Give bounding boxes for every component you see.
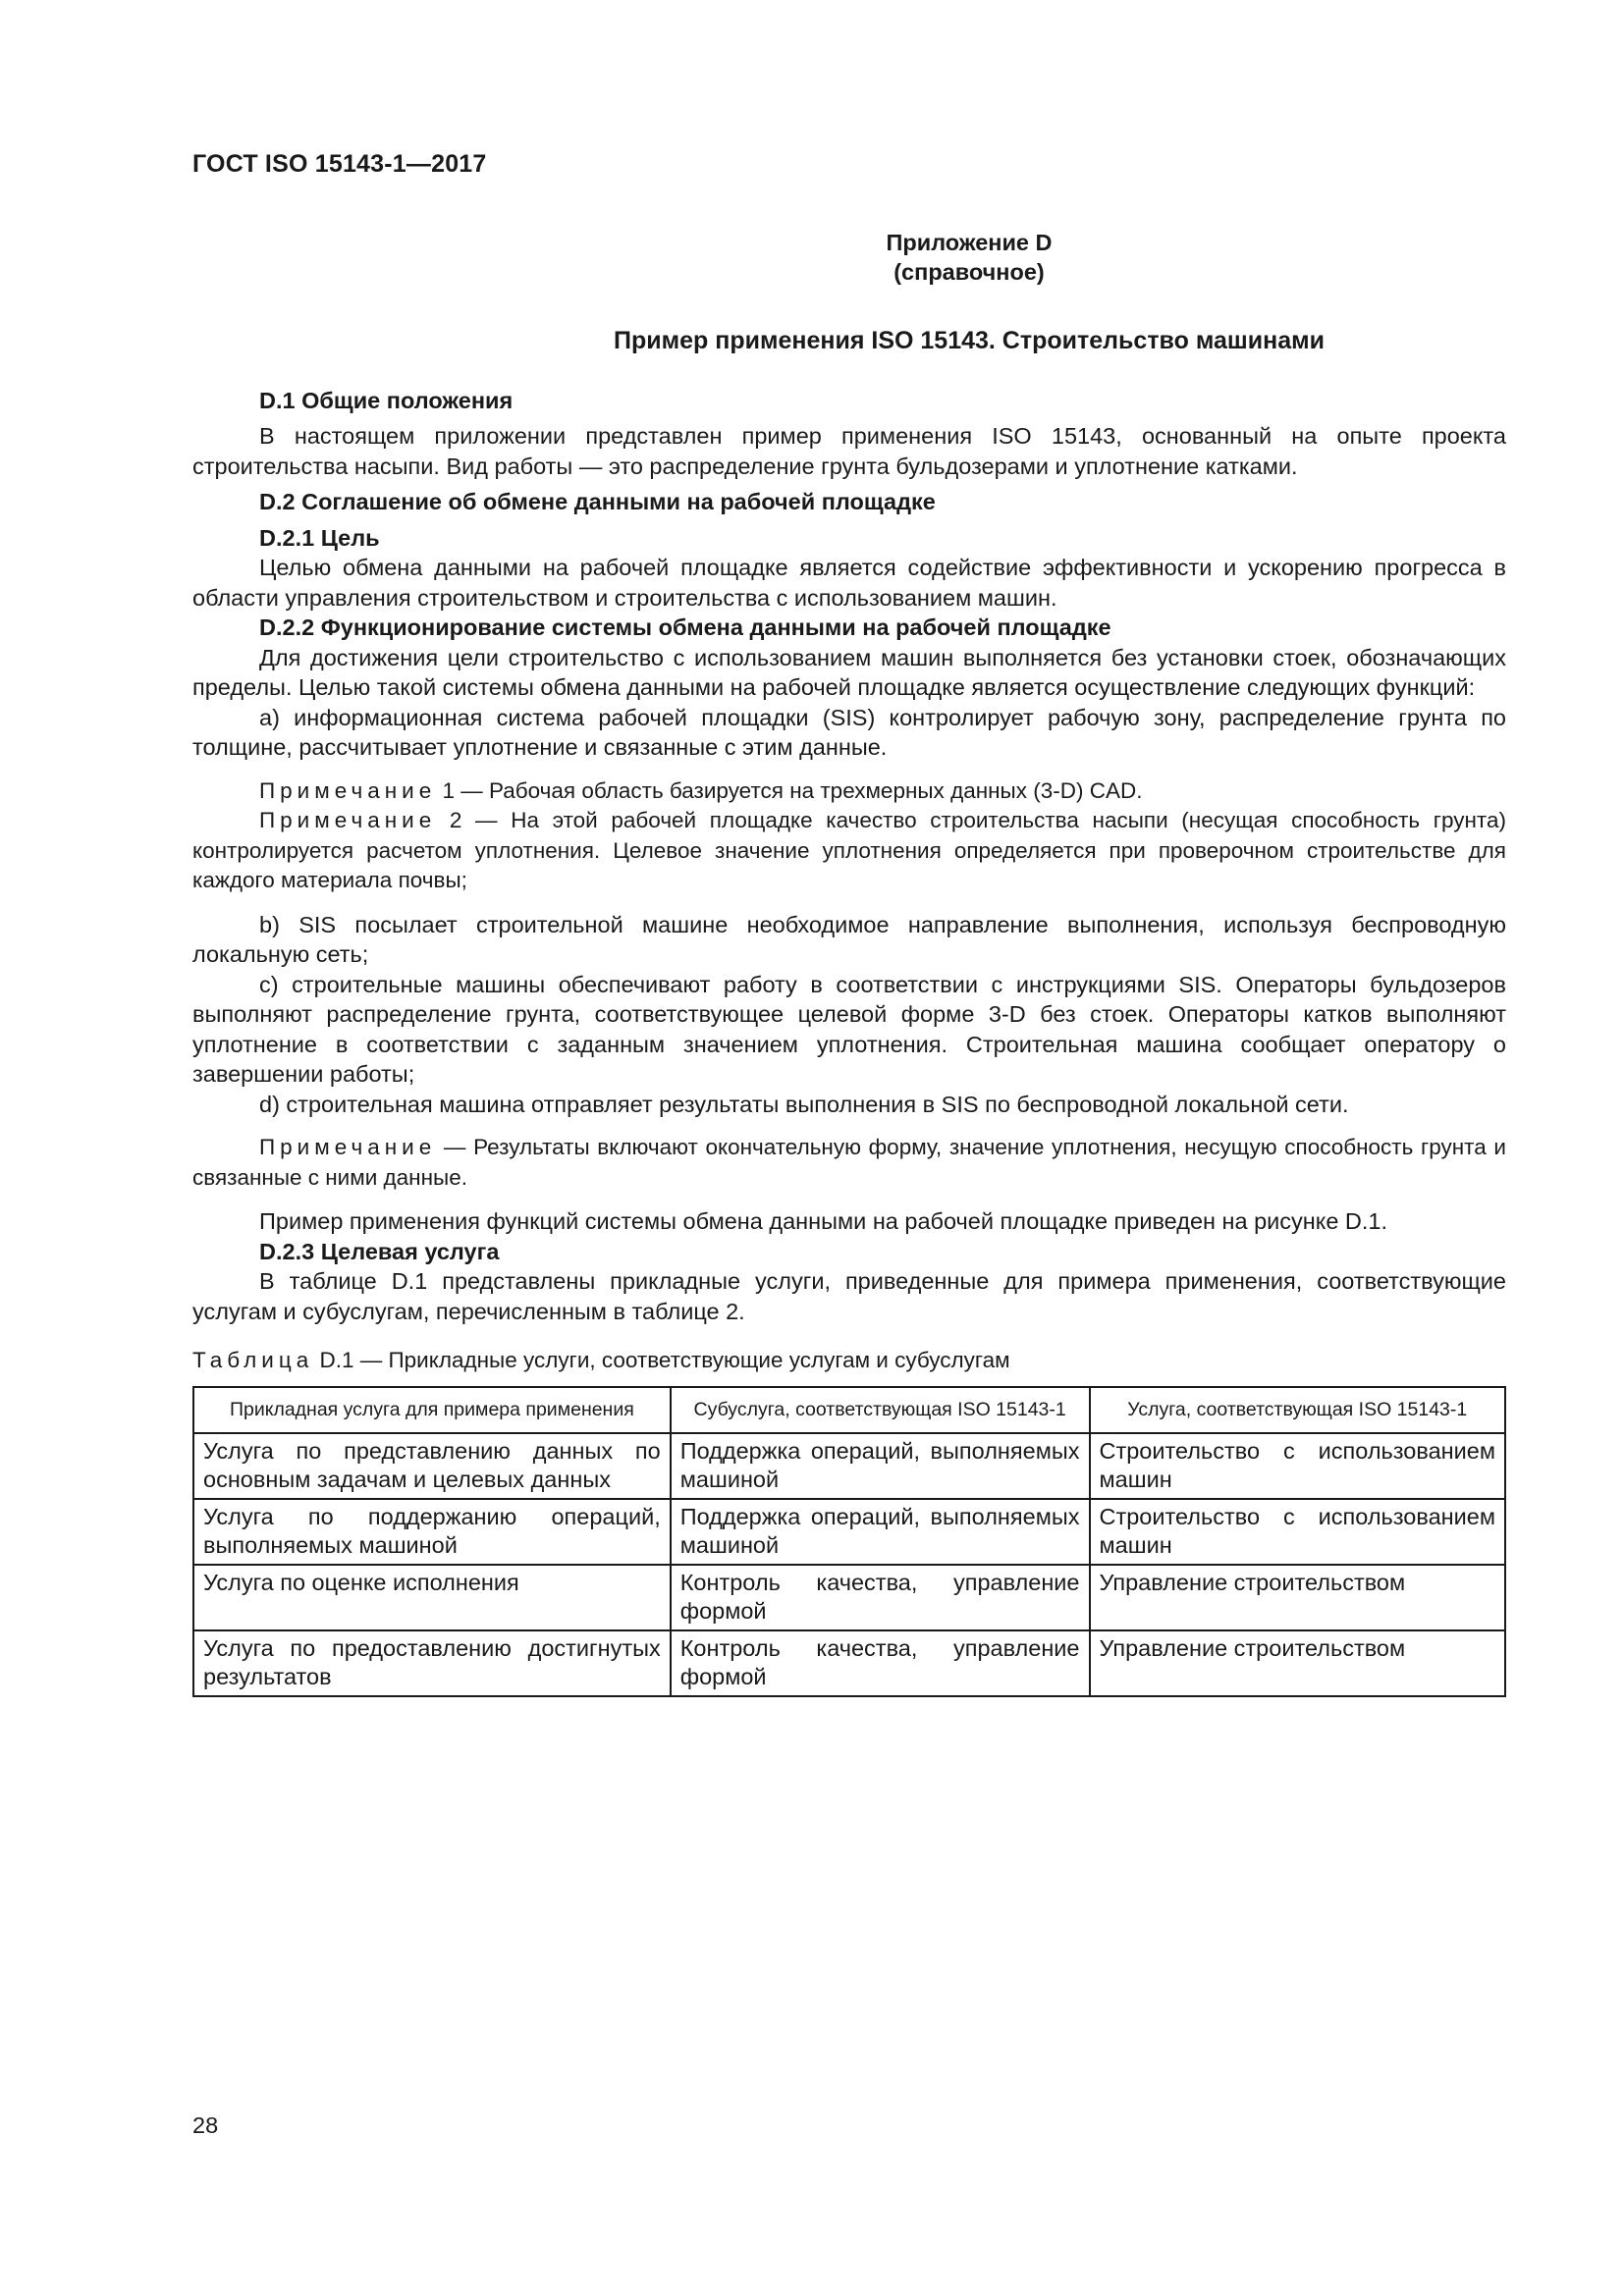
list-item-d: d) строительная машина отправляет результаты выполнения в SIS по беспроводной локальной сети. [259,1091,1349,1117]
note-1 [192,776,1506,807]
note-label: Примечание [259,777,437,803]
table-row [193,1433,1505,1499]
section-d1-title: D.1 Общие положения [259,387,514,413]
note-label: Примечание [259,1135,437,1159]
document-code-header: ГОСТ ISO 15143-1—2017 [192,150,487,178]
list-item-b: b) SIS посылает строительной машине необходимое направление выполнения, используя беспроводную локальную сеть; [192,911,1506,967]
list-item-a: a) информационная система рабочей площадки (SIS) контролирует рабочую зону, распределение грунта по толщине, рассчитывает уплотнение и связанные с этим данные. [192,704,1506,760]
table-cell: Строительство с использованием машин [1090,1433,1506,1499]
table-cell: Услуга по оценке исполнения [193,1565,671,1630]
page-content [192,228,1506,1697]
table-header-cell: Прикладная услуга для примера применения [193,1387,671,1433]
table-cell: Услуга по представлению данных по основным задачам и целевых данных [193,1433,671,1499]
table-header-cell: Субуслуга, соответствующая ISO 15143-1 [671,1387,1090,1433]
table-cell: Управление строительством [1090,1565,1506,1630]
table-cell: Управление строительством [1090,1630,1506,1696]
table-caption-text: D.1 — Прикладные услуги, соответствующие услугам и субуслугам [313,1348,1010,1372]
section-d22-title: D.2.2 Функционирование системы обмена данными на рабочей площадке [259,614,1111,640]
section-d2-title: D.2 Соглашение об обмене данными на рабочей площадке [259,489,936,514]
table-row [193,1499,1505,1565]
table-cell: Строительство с использованием машин [1090,1499,1506,1565]
table-caption-label: Таблица [192,1348,314,1372]
section-d1-paragraph: В настоящем приложении представлен пример применения ISO 15143, основанный на опыте проекта строительства насыпи. Вид работы — это распределение грунта бульдозерами и уплотнение катками. [192,423,1506,479]
page-number: 28 [192,2112,219,2138]
table-cell: Поддержка операций, выполняемых машиной [671,1499,1090,1565]
annex-heading: Пример применения ISO 15143. Строительство машинами [614,327,1325,354]
table-cell: Поддержка операций, выполняемых машиной [671,1433,1090,1499]
table-row [193,1565,1505,1630]
services-table [192,1386,1506,1697]
table-header-row [193,1387,1505,1433]
annex-status: (справочное) [893,259,1045,285]
section-d23-paragraph: В таблице D.1 представлены прикладные услуги, приведенные для примера применения, соответствующие услугам и субуслугам, перечисленным в таблице 2. [192,1268,1506,1324]
annex-title: Приложение D [886,230,1053,255]
note-text: 1 — Рабочая область базируется на трехмерных данных (3-D) CAD. [436,777,1143,803]
section-d22-paragraph: Для достижения цели строительство с использованием машин выполняется без установки стоек, обозначающих пределы. Целью такой системы обмена данными на рабочей площадке является осуществление следующих функций: [192,644,1506,700]
note-text: 2 — На этой рабочей площадке качество строительства насыпи (несущая способность грунта) контролируется расчетом уплотнения. Целевое значение уплотнения определяется при проверочном строительстве для каждого материала почвы; [192,808,1506,892]
note-label: Примечание [259,808,437,832]
note-text: — Результаты включают окончательную форму, значение уплотнения, несущую способность грунта и связанные с ними данные. [192,1135,1506,1190]
table-row [193,1630,1505,1696]
note-3 [192,1133,1506,1193]
table-caption [192,1346,1506,1376]
note-2 [192,806,1506,896]
table-cell: Контроль качества, управление формой [671,1565,1090,1630]
section-d21-title: D.2.1 Цель [259,524,380,551]
list-item-c: c) строительные машины обеспечивают работу в соответствии с инструкциями SIS. Операторы бульдозеров выполняют распределение грунта, соответствующее целевой форме 3-D без стоек. Операторы катков выполняют уплотнение в соответствии с заданным значением уплотнения. Строительная машина сообщает оператору о завершении работы; [192,971,1506,1087]
table-header-cell: Услуга, соответствующая ISO 15143-1 [1090,1387,1506,1433]
section-d21-paragraph: Целью обмена данными на рабочей площадке является содействие эффективности и ускорению прогресса в области управления строительством и строительства с использованием машин. [192,555,1506,611]
section-d23-title: D.2.3 Целевая услуга [259,1238,500,1264]
table-cell: Услуга по поддержанию операций, выполняемых машиной [193,1499,671,1565]
table-cell: Контроль качества, управление формой [671,1630,1090,1696]
table-cell: Услуга по предоставлению достигнутых результатов [193,1630,671,1696]
section-d22-paragraph-2: Пример применения функций системы обмена данными на рабочей площадке приведен на рисунке D.1. [259,1208,1388,1234]
